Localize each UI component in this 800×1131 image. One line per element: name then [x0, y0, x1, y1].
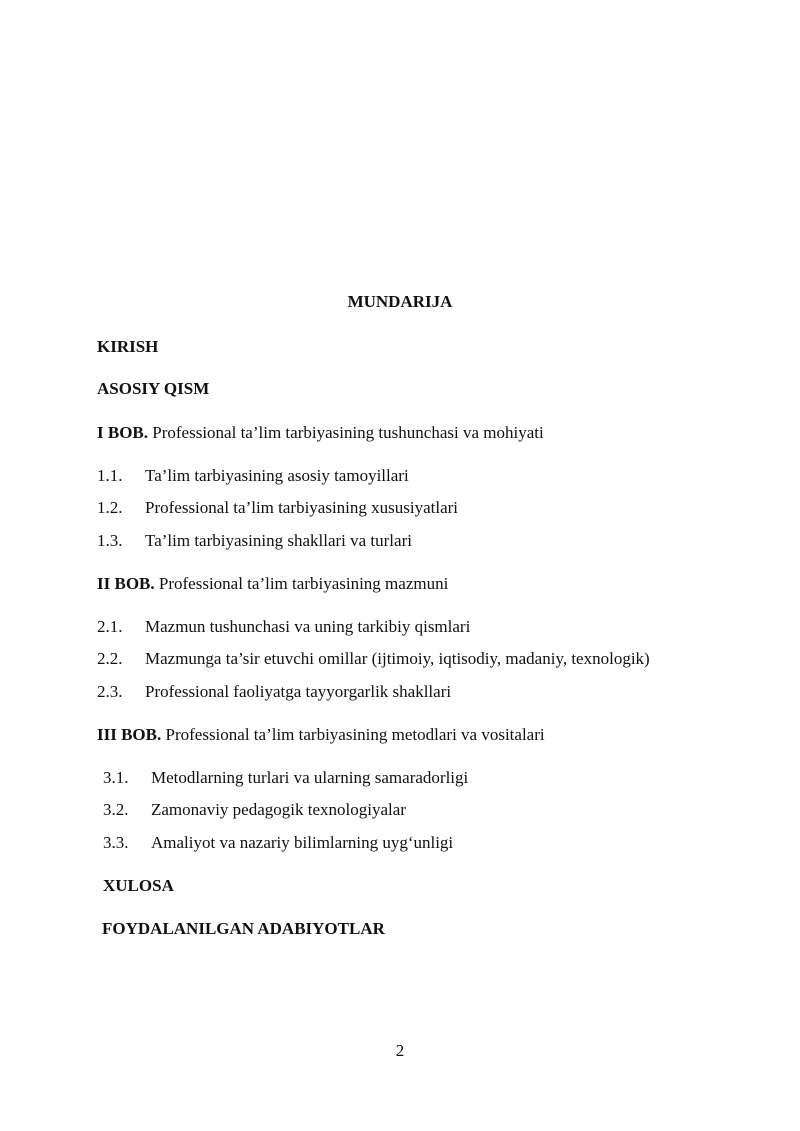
toc-section	[97, 649, 650, 669]
toc-section	[97, 466, 409, 486]
toc-chapter-2	[97, 574, 448, 594]
section-text: Mazmunga ta’sir etuvchi omillar (ijtimoiy, iqtisodiy, madaniy, texnologik)	[145, 649, 650, 668]
toc-chapter-1	[97, 423, 544, 443]
toc-section	[103, 833, 453, 853]
chapter-title: Professional ta’lim tarbiyasining mazmuni	[158, 574, 449, 593]
section-text: Ta’lim tarbiyasining shakllari va turlari	[145, 531, 412, 550]
toc-section	[97, 617, 470, 637]
toc-section	[103, 800, 406, 820]
section-text: Zamonaviy pedagogik texnologiyalar	[151, 800, 406, 819]
toc-intro: KIRISH	[97, 337, 159, 356]
section-number: 1.3.	[97, 531, 123, 550]
section-number: 2.2.	[97, 649, 123, 668]
section-text: Professional ta’lim tarbiyasining xususiyatlari	[145, 498, 459, 517]
section-text: Professional faoliyatga tayyorgarlik shakllari	[145, 682, 452, 701]
chapter-title: Professional ta’lim tarbiyasining metodlari va vositalari	[165, 725, 545, 744]
section-number: 3.2.	[103, 800, 129, 819]
section-text: Ta’lim tarbiyasining asosiy tamoyillari	[145, 466, 409, 485]
section-number: 3.1.	[103, 768, 129, 787]
toc-references: FOYDALANILGAN ADABIYOTLAR	[102, 919, 385, 938]
section-text: Metodlarning turlari va ularning samaradorligi	[151, 768, 469, 787]
toc-section	[97, 531, 412, 551]
toc-conclusion: XULOSA	[103, 876, 174, 895]
chapter-label: I BOB.	[97, 423, 149, 442]
toc-section	[97, 498, 458, 518]
section-number: 3.3.	[103, 833, 129, 852]
section-text: Mazmun tushunchasi va uning tarkibiy qismlari	[145, 617, 471, 636]
section-text: Amaliyot va nazariy bilimlarning uyg‘unligi	[151, 833, 454, 852]
chapter-label: III BOB.	[97, 725, 162, 744]
toc-main-part: ASOSIY QISM	[97, 379, 210, 398]
section-number: 2.1.	[97, 617, 123, 636]
section-number: 2.3.	[97, 682, 123, 701]
section-number: 1.2.	[97, 498, 123, 517]
page-number: 2	[395, 1041, 405, 1060]
chapter-label: II BOB.	[97, 574, 155, 593]
section-number: 1.1.	[97, 466, 123, 485]
toc-chapter-3	[97, 725, 545, 745]
toc-section	[103, 768, 468, 788]
toc-title: MUNDARIJA	[347, 292, 453, 311]
toc-section	[97, 682, 451, 702]
chapter-title: Professional ta’lim tarbiyasining tushunchasi va mohiyati	[152, 423, 544, 442]
